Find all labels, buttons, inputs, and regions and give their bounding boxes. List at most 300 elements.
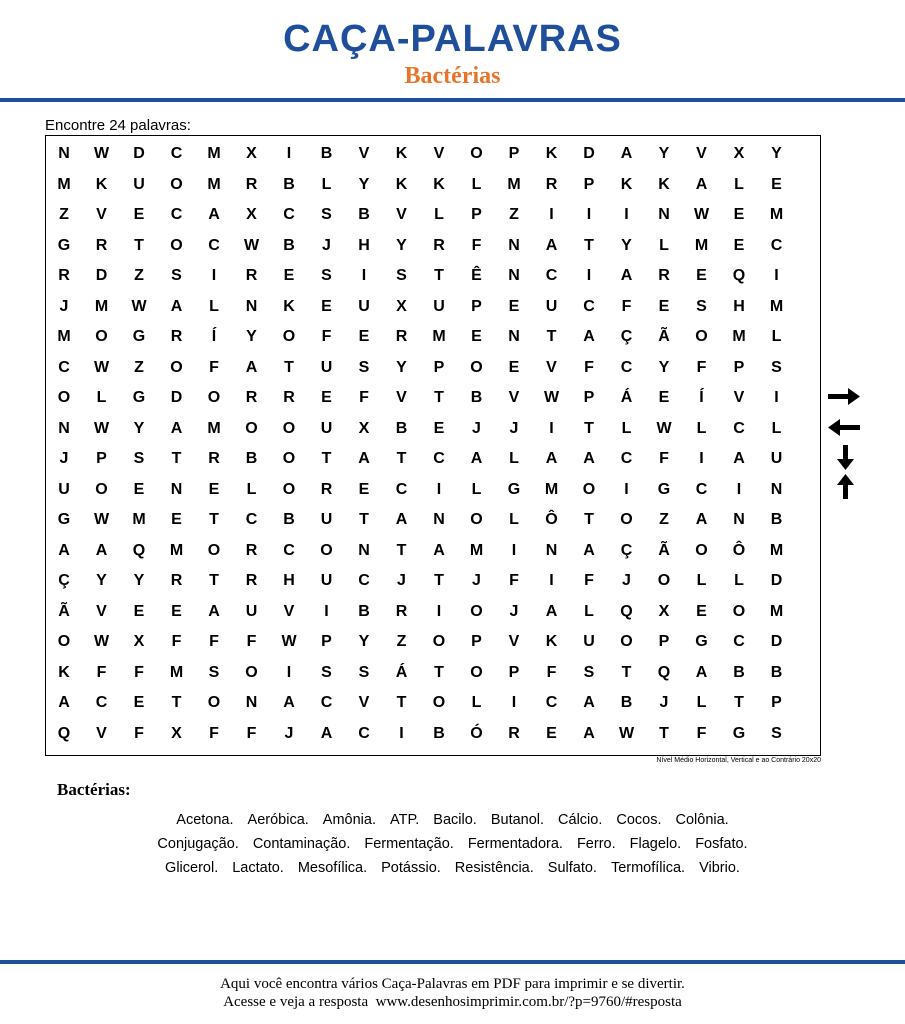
grid-letter: X: [733, 145, 745, 162]
grid-letter: R: [245, 541, 258, 559]
grid-letter: S: [771, 724, 782, 742]
grid-letter: F: [209, 633, 219, 650]
grid-letter: M: [169, 541, 184, 559]
grid-letter: E: [733, 206, 745, 223]
bottom-divider: [0, 960, 905, 964]
grid-letter: G: [732, 724, 746, 742]
grid-letter: N: [58, 145, 70, 162]
grid-letter: A: [583, 724, 595, 742]
grid-letter: O: [657, 572, 671, 589]
grid-letter: Y: [658, 145, 670, 162]
grid-letter: P: [583, 175, 595, 193]
grid-letter: T: [621, 663, 632, 681]
grid-letter: O: [95, 328, 108, 345]
grid-letter: C: [620, 450, 633, 467]
grid-letter: A: [245, 358, 258, 376]
grid-letter: W: [93, 511, 110, 528]
grid-letter: S: [133, 450, 145, 467]
grid-letter: Ô: [545, 511, 558, 528]
grid-letter: T: [171, 694, 182, 711]
grid-letter: V: [508, 389, 520, 406]
grid-letter: R: [283, 389, 295, 406]
grid-letter: J: [622, 572, 631, 589]
grid-letter: A: [695, 511, 708, 528]
footer: [0, 975, 905, 1011]
grid-letter: B: [245, 450, 258, 467]
grid-letter: O: [282, 450, 296, 467]
grid-letter: Y: [358, 633, 370, 650]
grid-letter: G: [57, 236, 71, 254]
grid-letter: L: [96, 389, 107, 406]
grid-letter: N: [770, 480, 783, 498]
grid-letter: F: [171, 633, 182, 650]
grid-letter: O: [207, 389, 221, 406]
grid-letter: S: [208, 663, 220, 681]
grid-letter: R: [58, 267, 70, 284]
grid-letter: F: [509, 572, 519, 589]
grid-letter: W: [93, 145, 110, 162]
grid-letter: C: [320, 694, 333, 711]
grid-letter: G: [507, 480, 521, 498]
grid-letter: O: [282, 480, 296, 498]
grid-letter: O: [470, 145, 483, 162]
grid-letter: P: [583, 389, 595, 406]
grid-letter: C: [245, 511, 258, 528]
grid-letter: B: [733, 663, 745, 681]
grid-letter: Ô: [732, 541, 746, 559]
grid-letter: P: [733, 358, 745, 376]
word-list-item: Vibrio.: [699, 860, 740, 876]
grid-letter: R: [395, 602, 408, 620]
grid-letter: B: [283, 236, 295, 254]
grid-letter: S: [321, 267, 332, 284]
grid-letter: L: [509, 511, 519, 528]
grid-letter: M: [544, 480, 559, 498]
word-list-item: Cálcio.: [558, 812, 603, 828]
grid-letter: B: [770, 663, 783, 681]
grid-letter: U: [320, 358, 333, 376]
grid-letter: T: [396, 541, 407, 559]
grid-letter: O: [432, 633, 446, 650]
grid-letter: O: [732, 602, 746, 620]
grid-letter: V: [358, 145, 370, 162]
grid-letter: R: [208, 450, 220, 467]
grid-letter: O: [170, 175, 183, 193]
grid-letter: Y: [133, 572, 145, 589]
grid-letter: T: [434, 389, 444, 406]
grid-letter: H: [733, 297, 745, 315]
grid-letter: F: [621, 297, 632, 315]
grid-letter: B: [433, 724, 445, 742]
grid-letter: F: [471, 236, 482, 254]
grid-letter: M: [769, 602, 784, 620]
grid-letter: O: [170, 236, 183, 254]
grid-letter: I: [436, 602, 442, 620]
grid-letter: X: [246, 206, 257, 223]
grid-letter: U: [320, 572, 333, 589]
grid-letter: E: [171, 602, 182, 620]
grid-letter: G: [132, 389, 146, 406]
grid-letter: K: [658, 175, 670, 193]
grid-letter: I: [736, 480, 742, 498]
grid-letter: O: [282, 328, 296, 345]
grid-letter: N: [508, 267, 520, 284]
grid-letter: A: [170, 297, 183, 315]
grid-letter: C: [395, 480, 408, 498]
grid-letter: Y: [658, 358, 670, 376]
grid-letter: J: [59, 450, 69, 467]
grid-letter: A: [545, 450, 558, 467]
grid-letter: U: [583, 633, 595, 650]
word-list-item: Potássio.: [381, 860, 441, 876]
grid-letter: H: [358, 236, 370, 254]
grid-letter: Q: [732, 267, 746, 284]
grid-letter: S: [771, 358, 782, 376]
word-list-item: Fermentadora.: [467, 836, 563, 852]
grid-letter: C: [283, 206, 295, 223]
word-list-item: Aeróbica.: [247, 812, 309, 828]
word-list-item: Fermentação.: [364, 836, 454, 852]
grid-letter: T: [359, 511, 369, 528]
direction-arrows: [826, 385, 866, 505]
grid-letter: C: [583, 297, 595, 315]
grid-letter: L: [209, 297, 219, 315]
grid-letter: Z: [59, 206, 69, 223]
grid-letter: Ç: [620, 541, 633, 559]
grid-letter: I: [624, 206, 629, 223]
grid-letter: Ó: [470, 724, 483, 742]
grid-letter: X: [396, 297, 407, 315]
grid-letter: I: [549, 206, 554, 223]
grid-letter: I: [286, 663, 292, 681]
grid-letter: A: [733, 450, 745, 467]
grid-letter: N: [508, 236, 520, 254]
grid-letter: L: [434, 206, 444, 223]
grid-letter: K: [283, 297, 295, 315]
grid-letter: B: [395, 419, 408, 437]
grid-letter: L: [321, 175, 332, 193]
grid-letter: C: [770, 236, 783, 254]
word-list-row: [40, 856, 865, 880]
grid-letter: Á: [620, 389, 633, 406]
word-list-item: Colônia.: [675, 812, 729, 828]
grid-letter: T: [734, 694, 744, 711]
word-list-item: Lactato.: [232, 860, 284, 876]
grid-letter: G: [695, 633, 708, 650]
word-list-item: Sulfato.: [547, 860, 597, 876]
grid-letter: E: [433, 419, 445, 437]
grid-letter: O: [620, 633, 633, 650]
grid-letter: U: [358, 297, 370, 315]
grid-letter: E: [208, 480, 220, 498]
grid-letter: F: [209, 724, 219, 742]
grid-letter: W: [656, 419, 672, 437]
grid-letter: V: [546, 358, 557, 376]
grid-letter: Y: [246, 328, 257, 345]
grid-letter: G: [132, 328, 146, 345]
grid-letter: N: [245, 694, 258, 711]
grid-letter: E: [658, 297, 670, 315]
grid-letter: X: [171, 724, 182, 742]
grid-letter: I: [549, 419, 554, 437]
grid-letter: E: [358, 480, 370, 498]
page-title: CAÇA-PALAVRAS: [283, 18, 622, 60]
grid-letter: L: [696, 694, 707, 711]
grid-letter: I: [624, 480, 629, 498]
grid-letter: O: [282, 419, 296, 437]
grid-letter: U: [245, 602, 258, 620]
grid-letter: F: [584, 572, 594, 589]
grid-letter: L: [696, 419, 707, 437]
grid-letter: L: [471, 175, 482, 193]
grid-letter: E: [133, 480, 145, 498]
grid-letter: I: [511, 541, 517, 559]
grid-letter: T: [546, 328, 557, 345]
grid-letter: L: [771, 419, 782, 437]
grid-letter: C: [545, 694, 558, 711]
grid-letter: K: [545, 145, 558, 162]
grid-letter: N: [508, 328, 520, 345]
grid-letter: C: [358, 724, 370, 742]
grid-letter: I: [399, 724, 404, 742]
grid-letter: N: [433, 511, 445, 528]
grid-letter: E: [696, 602, 707, 620]
grid-letter: A: [208, 206, 220, 223]
grid-letter: M: [132, 511, 146, 528]
grid-letter: Z: [134, 267, 144, 284]
grid-letter: B: [770, 511, 783, 528]
grid-letter: T: [171, 450, 182, 467]
grid-letter: T: [584, 419, 594, 437]
grid-letter: L: [246, 480, 257, 498]
grid-letter: I: [774, 389, 779, 406]
grid-letter: B: [358, 602, 370, 620]
grid-letter: O: [320, 541, 333, 559]
grid-letter: Q: [620, 602, 633, 620]
grid-letter: Y: [396, 236, 407, 254]
word-list-item: Termofílica.: [610, 860, 686, 876]
grid-letter: F: [321, 328, 332, 345]
grid-letter: G: [57, 511, 71, 528]
word-list-item: Butanol.: [490, 812, 545, 828]
grid-letter: S: [171, 267, 182, 284]
arrow-down-icon: [837, 445, 854, 470]
grid-letter: L: [471, 694, 482, 711]
grid-letter: Q: [657, 663, 671, 681]
grid-letter: E: [471, 328, 482, 345]
grid-letter: Z: [396, 633, 407, 650]
grid-letter: F: [359, 389, 369, 406]
grid-letter: F: [246, 724, 257, 742]
grid-letter: N: [58, 419, 70, 437]
grid-letter: N: [358, 541, 370, 559]
grid-letter: P: [508, 663, 520, 681]
grid-letter: R: [245, 267, 258, 284]
grid-letter: N: [733, 511, 745, 528]
arrow-left-icon: [828, 419, 860, 436]
grid-letter: I: [774, 267, 779, 284]
footer-line-2: Acesse e veja a resposta www.desenhosimprimir.com.br/?p=9760/#resposta: [223, 994, 682, 1010]
grid-letter: R: [245, 572, 258, 589]
grid-letter: Ã: [658, 541, 670, 559]
grid-letter: L: [621, 419, 632, 437]
word-list-item: Flagelo.: [629, 836, 682, 852]
grid-letter: E: [546, 724, 557, 742]
grid-letter: O: [245, 663, 258, 681]
grid-letter: S: [358, 358, 370, 376]
grid-letter: M: [207, 419, 221, 437]
grid-letter: I: [211, 267, 217, 284]
grid-letter: A: [395, 511, 408, 528]
grid-letter: K: [395, 145, 408, 162]
grid-letter: C: [733, 633, 745, 650]
grid-letter: Y: [96, 572, 107, 589]
grid-letter: R: [545, 175, 558, 193]
word-list-item: Glicerol.: [165, 860, 219, 876]
grid-letter: R: [170, 572, 183, 589]
grid-letter: J: [397, 572, 406, 589]
grid-letter: V: [696, 145, 707, 162]
word-list-item: Acetona.: [176, 812, 234, 828]
grid-letter: I: [549, 572, 554, 589]
grid-letter: Y: [771, 145, 782, 162]
grid-letter: S: [321, 206, 332, 223]
grid-letter: F: [696, 358, 707, 376]
grid-letter: A: [545, 602, 558, 620]
grid-letter: J: [472, 572, 481, 589]
grid-letter: C: [695, 480, 708, 498]
word-list-item: Mesofílica.: [297, 860, 368, 876]
page-subtitle: Bactérias: [404, 63, 501, 89]
grid-letter: V: [358, 694, 370, 711]
grid-letter: J: [472, 419, 481, 437]
word-list-item: Contaminação.: [252, 836, 351, 852]
grid-letter: V: [508, 633, 520, 650]
grid-letter: E: [696, 267, 707, 284]
grid-letter: D: [770, 572, 783, 589]
grid-letter: O: [245, 419, 258, 437]
grid-letter: V: [733, 389, 745, 406]
grid-letter: A: [170, 419, 183, 437]
grid-letter: I: [586, 206, 592, 223]
grid-letter: A: [583, 328, 595, 345]
grid-letter: E: [508, 358, 520, 376]
grid-letter: P: [321, 633, 332, 650]
grid-letter: P: [96, 450, 107, 467]
grid-letter: P: [471, 633, 482, 650]
grid-letter: C: [545, 267, 558, 284]
grid-letter: P: [471, 206, 482, 223]
grid-letter: O: [207, 541, 221, 559]
grid-letter: Í: [699, 389, 704, 406]
grid-letter: L: [659, 236, 669, 254]
grid-letter: L: [471, 480, 482, 498]
grid-letter: R: [245, 389, 258, 406]
word-search-grid: [45, 135, 821, 756]
word-list-item: Cocos.: [616, 812, 662, 828]
grid-letter: T: [659, 724, 669, 742]
grid-letter: S: [696, 297, 707, 315]
grid-letter: L: [509, 450, 519, 467]
grid-letter: A: [433, 541, 445, 559]
grid-letter: C: [620, 358, 633, 376]
grid-letter: O: [620, 511, 633, 528]
grid-letter: E: [171, 511, 182, 528]
grid-letter: U: [545, 297, 558, 315]
grid-letter: E: [133, 206, 145, 223]
grid-letter: T: [284, 358, 294, 376]
grid-letter: V: [283, 602, 295, 620]
grid-letter: O: [695, 328, 708, 345]
grid-letter: Q: [132, 541, 146, 559]
grid-letter: F: [209, 358, 219, 376]
grid-letter: O: [582, 480, 596, 498]
grid-letter: A: [545, 236, 558, 254]
grid-letter: T: [209, 511, 219, 528]
grid-letter: J: [322, 236, 331, 254]
grid-letter: D: [583, 145, 595, 162]
grid-letter: E: [321, 389, 332, 406]
word-list-row: [40, 832, 865, 856]
grid-letter: B: [620, 694, 633, 711]
grid-letter: Ç: [620, 328, 633, 345]
grid-letter: E: [321, 297, 332, 315]
grid-letter: A: [470, 450, 483, 467]
grid-letter: N: [170, 480, 183, 498]
grid-letter: K: [95, 175, 108, 193]
grid-letter: C: [433, 450, 445, 467]
grid-letter: I: [436, 480, 442, 498]
grid-letter: F: [96, 663, 107, 681]
instruction-text: Encontre 24 palavras:: [45, 117, 191, 134]
grid-letter: Y: [133, 419, 145, 437]
grid-letter: T: [584, 511, 594, 528]
grid-letter: J: [59, 297, 69, 315]
grid-letter: O: [207, 694, 221, 711]
word-list-item: Amônia.: [322, 812, 376, 828]
grid-letter: M: [207, 175, 221, 193]
grid-letter: T: [321, 450, 332, 467]
grid-letter: M: [94, 297, 109, 315]
grid-letter: A: [283, 694, 295, 711]
grid-letter: T: [396, 450, 407, 467]
grid-letter: Ã: [58, 602, 70, 620]
grid-letter: P: [771, 694, 782, 711]
grid-letter: W: [693, 206, 710, 223]
grid-letter: N: [245, 297, 258, 315]
grid-letter: D: [95, 267, 108, 284]
grid-letter: R: [508, 724, 520, 742]
grid-letter: C: [733, 419, 745, 437]
grid-letter: W: [93, 358, 110, 376]
grid-letter: I: [511, 694, 517, 711]
grid-letter: L: [734, 572, 744, 589]
grid-letter: O: [57, 633, 71, 650]
grid-letter: O: [432, 694, 446, 711]
grid-letter: X: [658, 602, 670, 620]
grid-letter: A: [583, 541, 595, 559]
grid-letter: R: [433, 236, 445, 254]
grid-letter: E: [358, 328, 370, 345]
grid-letter: B: [320, 145, 333, 162]
grid-letter: J: [509, 602, 519, 620]
grid-letter: Í: [211, 328, 217, 345]
grid-letter: B: [358, 206, 370, 223]
grid-letter: V: [96, 724, 107, 742]
grid-letter: M: [57, 175, 71, 193]
grid-letter: Á: [395, 663, 408, 681]
grid-letter: A: [320, 724, 333, 742]
